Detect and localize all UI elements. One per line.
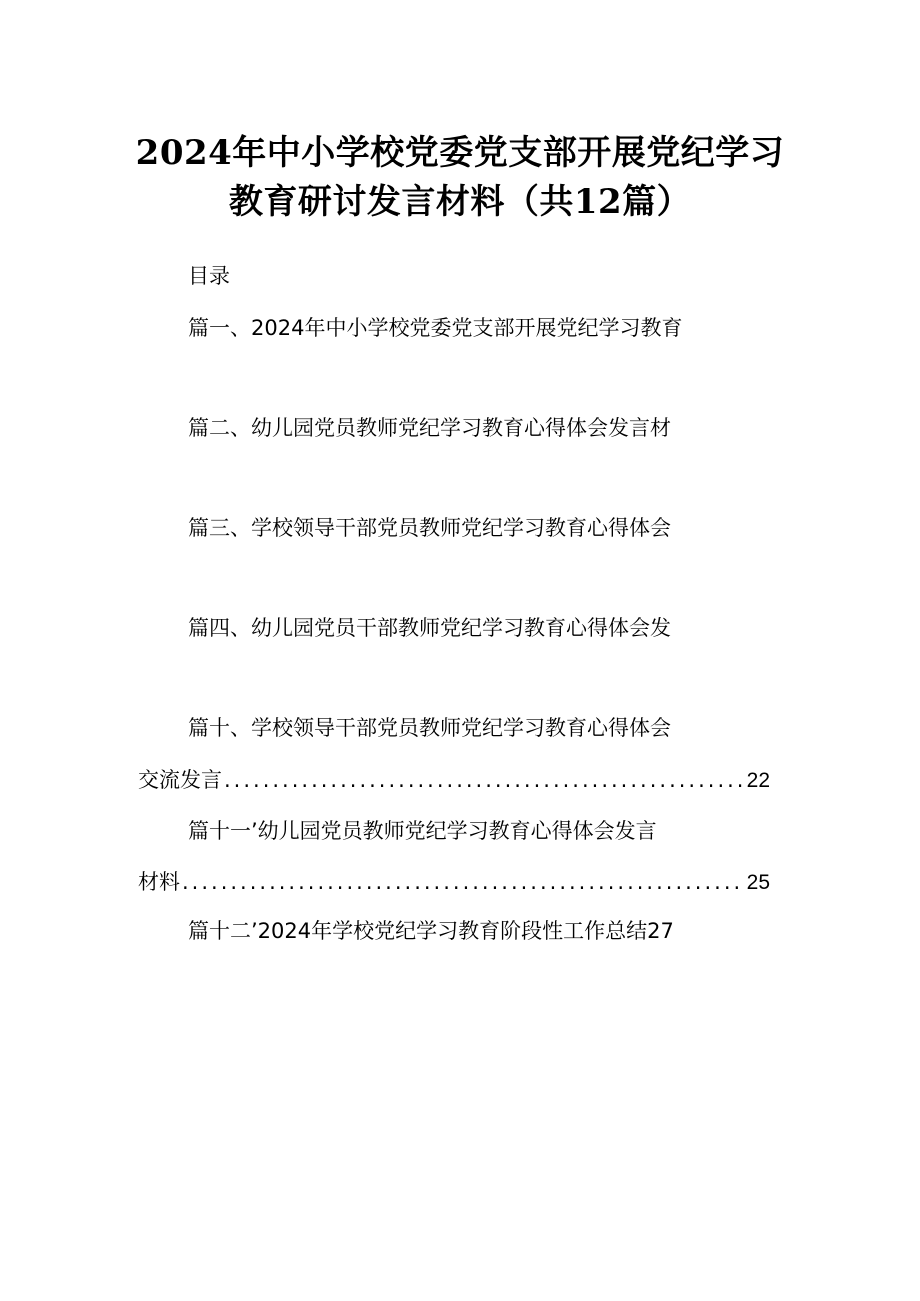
toc-entry-11-continuation[interactable]	[138, 868, 770, 897]
document-title-line-2: 教育研讨发言材料（共12篇）	[228, 182, 692, 222]
toc-entry-2[interactable]: 篇二、幼儿园党员教师党纪学习教育心得体会发言材	[188, 416, 671, 440]
toc-entry-11[interactable]: 篇十一’幼儿园党员教师党纪学习教育心得体会发言	[188, 819, 657, 843]
toc-entry-12[interactable]: 篇十二’2024年学校党纪学习教育阶段性工作总结27	[188, 919, 674, 943]
toc-entry-10[interactable]: 篇十、学校领导干部党员教师党纪学习教育心得体会	[188, 716, 671, 740]
toc-entry-10-continuation[interactable]	[138, 766, 770, 795]
toc-leader-dots	[182, 868, 745, 896]
toc-entry-10-cont-text: 交流发言	[138, 768, 222, 792]
toc-page-number: 25	[746, 871, 770, 894]
toc-entry-3[interactable]: 篇三、学校领导干部党员教师党纪学习教育心得体会	[188, 516, 671, 540]
toc-entry-4[interactable]: 篇四、幼儿园党员干部教师党纪学习教育心得体会发	[188, 616, 671, 640]
document-title-line-1: 2024年中小学校党委党支部开展党纪学习	[135, 133, 785, 173]
toc-entry-1[interactable]: 篇一、2024年中小学校党委党支部开展党纪学习教育	[188, 316, 683, 340]
toc-leader-dots	[224, 766, 745, 794]
toc-heading: 目录	[188, 264, 230, 288]
toc-page-number: 22	[746, 769, 770, 792]
toc-entry-11-cont-text: 材料	[138, 870, 180, 894]
